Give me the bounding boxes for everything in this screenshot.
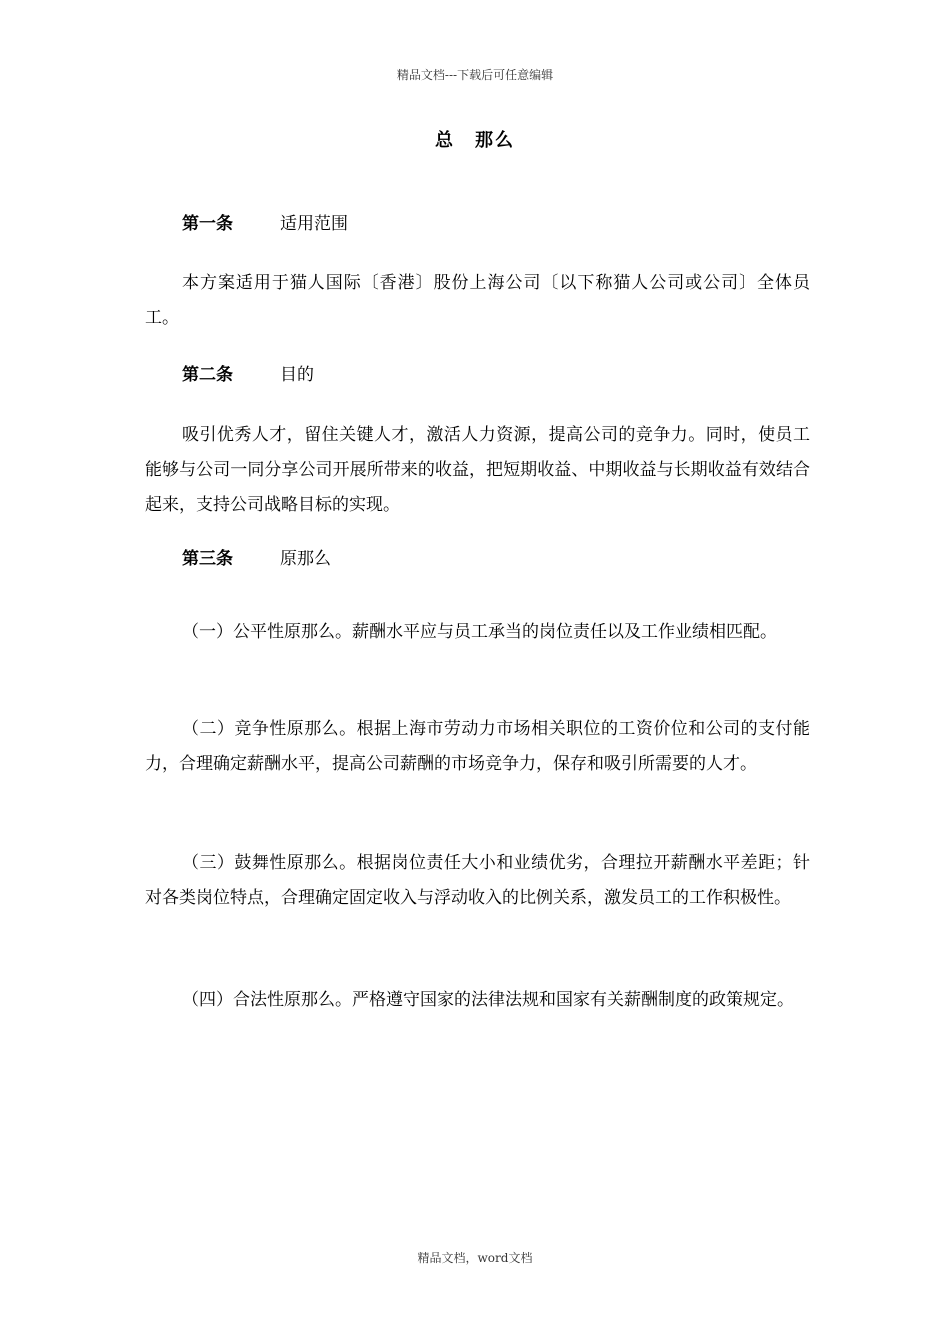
title-part-1: 总 xyxy=(435,130,455,151)
article-2-heading xyxy=(182,362,314,388)
title-part-2: 那么 xyxy=(475,130,515,151)
article-1-body xyxy=(145,266,810,336)
article-1-heading xyxy=(182,211,348,237)
document-title xyxy=(0,126,950,152)
article-heading: 适用范围 xyxy=(280,214,348,234)
paragraph: （四）合法性原那么。严格遵守国家的法律法规和国家有关薪酬制度的政策规定。 xyxy=(182,990,794,1010)
article-number: 第三条 xyxy=(182,549,233,569)
article-2-body xyxy=(145,418,810,523)
article-number: 第一条 xyxy=(182,214,233,234)
paragraph: （三）鼓舞性原那么。根据岗位责任大小和业绩优劣，合理拉开薪酬水平差距；针对各类岗位特点，合理确定固定收入与浮动收入的比例关系，激发员工的工作积极性。 xyxy=(145,853,810,908)
header-note: 精品文档---下载后可任意编辑 xyxy=(396,68,554,82)
article-heading: 目的 xyxy=(280,365,314,385)
article-3-item-1 xyxy=(145,615,810,650)
paragraph: （二）竞争性原那么。根据上海市劳动力市场相关职位的工资价位和公司的支付能力，合理确定薪酬水平，提高公司薪酬的市场竞争力，保存和吸引所需要的人才。 xyxy=(145,719,810,774)
footer-note: 精品文档，word文档 xyxy=(417,1251,533,1265)
paragraph: 吸引优秀人才，留住关键人才，激活人力资源，提高公司的竞争力。同时，使员工能够与公司一同分享公司开展所带来的收益，把短期收益、中期收益与长期收益有效结合起来，支持公司战略目标的实现。 xyxy=(145,425,810,515)
paragraph: （一）公平性原那么。薪酬水平应与员工承当的岗位责任以及工作业绩相匹配。 xyxy=(182,622,777,642)
article-3-item-4 xyxy=(145,983,810,1018)
article-3-item-2 xyxy=(145,712,810,782)
article-3-heading xyxy=(182,546,331,572)
article-heading: 原那么 xyxy=(280,549,331,569)
article-number: 第二条 xyxy=(182,365,233,385)
paragraph: 本方案适用于猫人国际〔香港〕股份上海公司〔以下称猫人公司或公司〕全体员工。 xyxy=(145,273,810,328)
article-3-item-3 xyxy=(145,846,810,916)
